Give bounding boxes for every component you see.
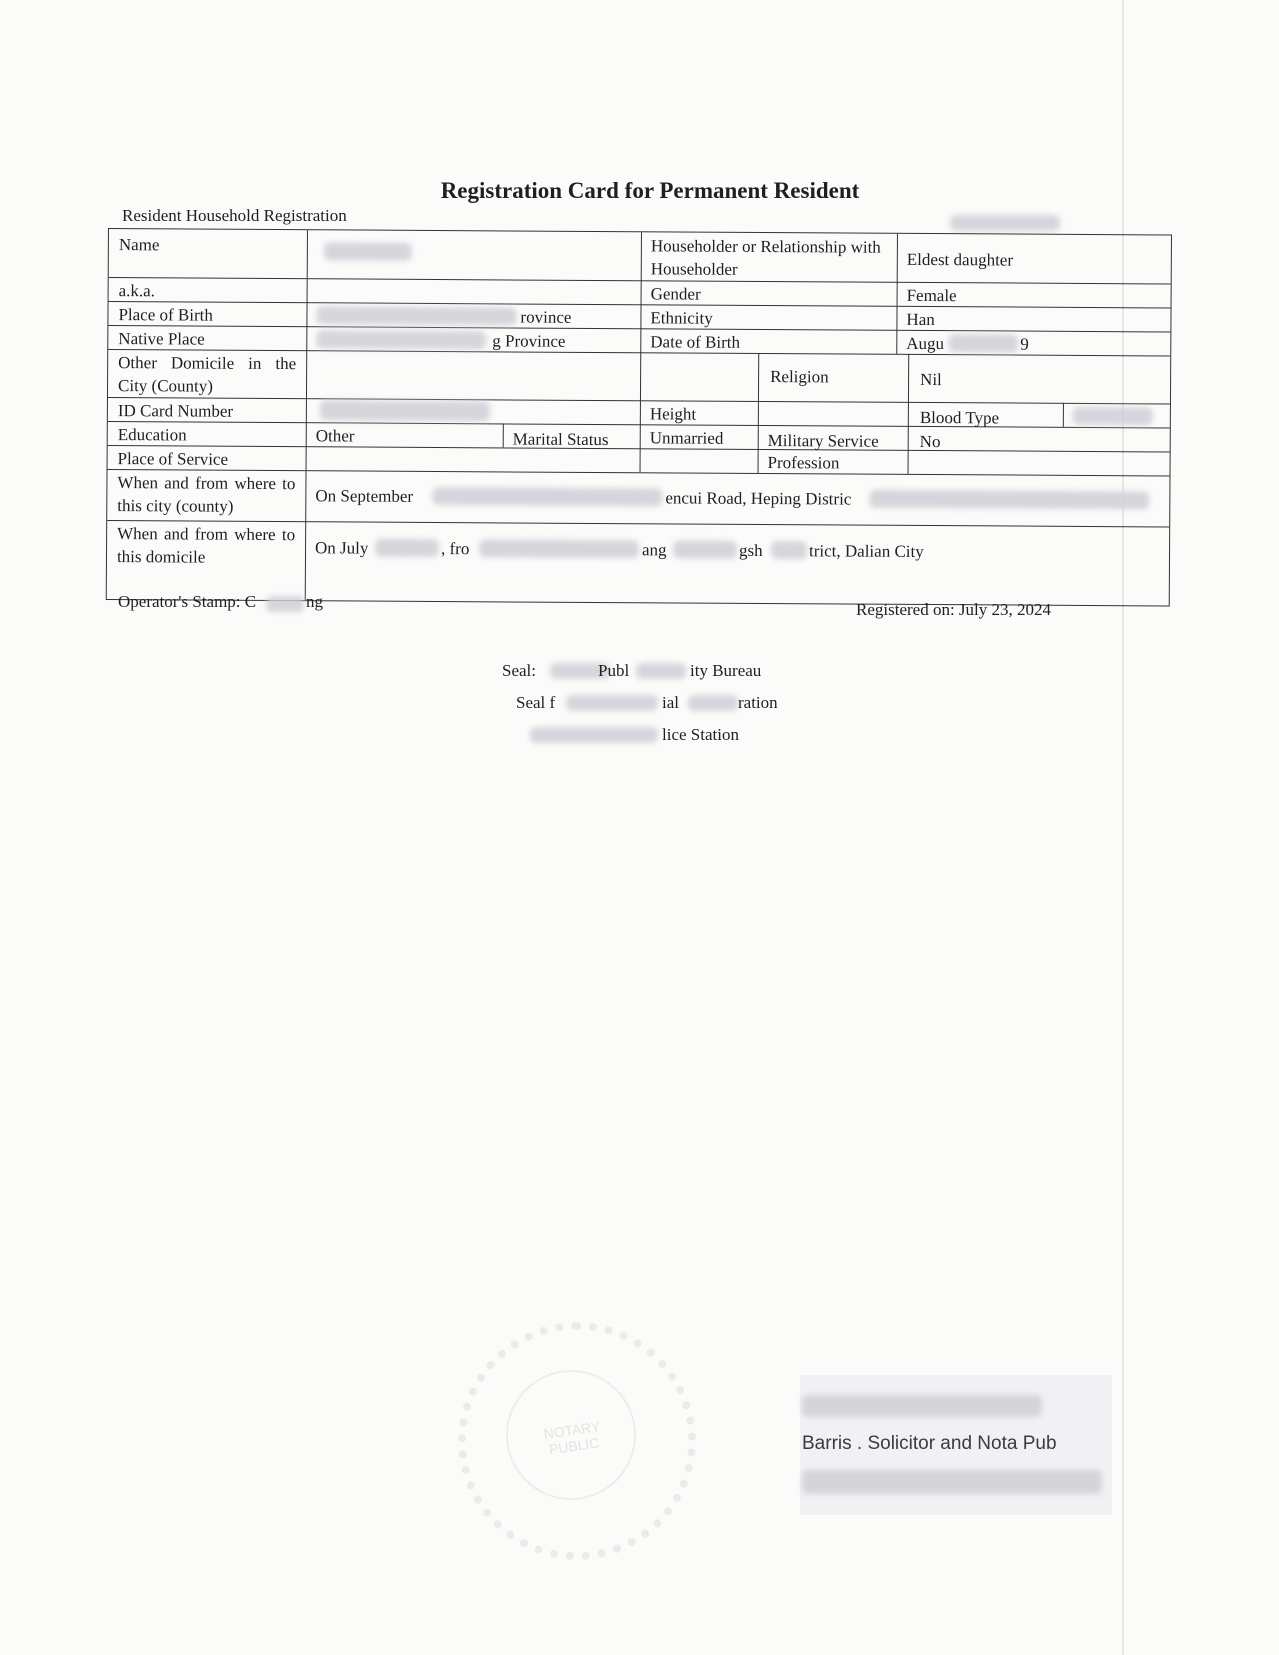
label-place-of-service: Place of Service	[117, 449, 229, 469]
redacted-place-of-birth	[316, 306, 516, 325]
notary-title: Barris . Solicitor and Nota Pub	[802, 1433, 1057, 1454]
label-military-service: Military Service	[767, 431, 879, 451]
label-place-of-birth: Place of Birth	[118, 305, 213, 325]
value-date-of-birth-b: 9	[1020, 334, 1029, 354]
label-relationship: Householder or Relationship with Householder	[650, 236, 881, 279]
value-education: Other	[315, 426, 355, 446]
value-gender: Female	[906, 285, 957, 306]
seal-line-2-a: Seal f	[516, 693, 556, 712]
label-ethnicity: Ethnicity	[650, 308, 713, 328]
label-marital-status: Marital Status	[512, 429, 609, 450]
label-height: Height	[649, 404, 697, 424]
redacted-header-mark	[950, 215, 1060, 231]
value-ethnicity: Han	[906, 309, 935, 330]
value-city-arrival-mid: encui Road, Heping Distric	[665, 488, 852, 509]
value-marital-status: Unmarried	[649, 428, 724, 448]
redacted-domicile-arrival-b	[479, 539, 639, 558]
label-date-of-birth: Date of Birth	[650, 332, 741, 352]
redacted-domicile-arrival-d	[771, 541, 807, 559]
document-subheading: Resident Household Registration	[122, 206, 347, 225]
value-domicile-arrival-end: trict, Dalian City	[808, 541, 924, 561]
redacted-notary-contact	[802, 1470, 1102, 1494]
redacted-notary-name	[802, 1395, 1042, 1417]
redacted-seal-1b	[636, 663, 686, 679]
label-other-domicile: Other Domicile in the City (County)	[117, 353, 297, 396]
label-when-domicile: When and from where to this domicile	[116, 524, 296, 567]
redacted-seal-2b	[688, 695, 738, 711]
redacted-date-of-birth	[948, 334, 1018, 352]
seal-line-1-a: Seal:	[502, 661, 536, 680]
redacted-id-card-number	[320, 400, 490, 421]
label-education: Education	[117, 425, 187, 445]
label-native-place: Native Place	[118, 329, 205, 349]
value-date-of-birth-a: Augu	[906, 333, 945, 354]
label-name: Name	[118, 235, 160, 255]
value-religion: Nil	[920, 369, 942, 390]
value-city-arrival-start: On September	[315, 486, 414, 506]
redacted-city-arrival-b	[869, 490, 1149, 510]
value-domicile-arrival-start: On July	[314, 538, 369, 558]
seal-line-3: lice Station	[662, 725, 739, 744]
redacted-seal-2a	[566, 695, 658, 711]
operator-stamp-end: ng	[306, 592, 323, 611]
document-title: Registration Card for Permanent Resident	[440, 178, 860, 203]
label-when-city: When and from where to this city (county)	[117, 473, 296, 516]
redacted-domicile-arrival-a	[375, 539, 439, 557]
label-blood-type: Blood Type	[919, 407, 1000, 428]
value-domicile-arrival-mid: ang	[641, 540, 667, 560]
label-aka: a.k.a.	[118, 281, 156, 301]
registered-on: Registered on: July 23, 2024	[856, 600, 1052, 619]
label-gender: Gender	[650, 284, 701, 304]
label-profession: Profession	[767, 453, 840, 473]
value-domicile-arrival-mid2: gsh	[738, 540, 763, 561]
value-domicile-arrival-from: , fro	[440, 539, 470, 559]
value-place-of-birth: rovince	[520, 307, 572, 327]
seal-line-2-b: ial	[662, 693, 679, 712]
registration-form-table	[106, 228, 1172, 606]
label-id-card-number: ID Card Number	[117, 401, 234, 421]
redacted-domicile-arrival-c	[673, 540, 737, 558]
redacted-seal-3	[530, 727, 658, 743]
value-relationship: Eldest daughter	[906, 249, 1014, 270]
embossed-seal-icon: NOTARY PUBLIC	[458, 1322, 696, 1560]
seal-line-2-c: ration	[738, 693, 778, 712]
redacted-name	[324, 242, 412, 261]
redacted-city-arrival-a	[432, 487, 662, 506]
operator-stamp-label: Operator's Stamp: C	[118, 592, 257, 611]
redacted-native-place	[316, 330, 486, 349]
value-native-place: g Province	[492, 331, 566, 351]
seal-line-1-b: Publ	[598, 661, 630, 680]
label-religion: Religion	[770, 367, 829, 387]
value-military-service: No	[919, 431, 941, 452]
seal-line-1-c: ity Bureau	[690, 661, 762, 680]
redacted-operator-stamp	[266, 596, 304, 612]
redacted-blood-type	[1073, 407, 1153, 425]
